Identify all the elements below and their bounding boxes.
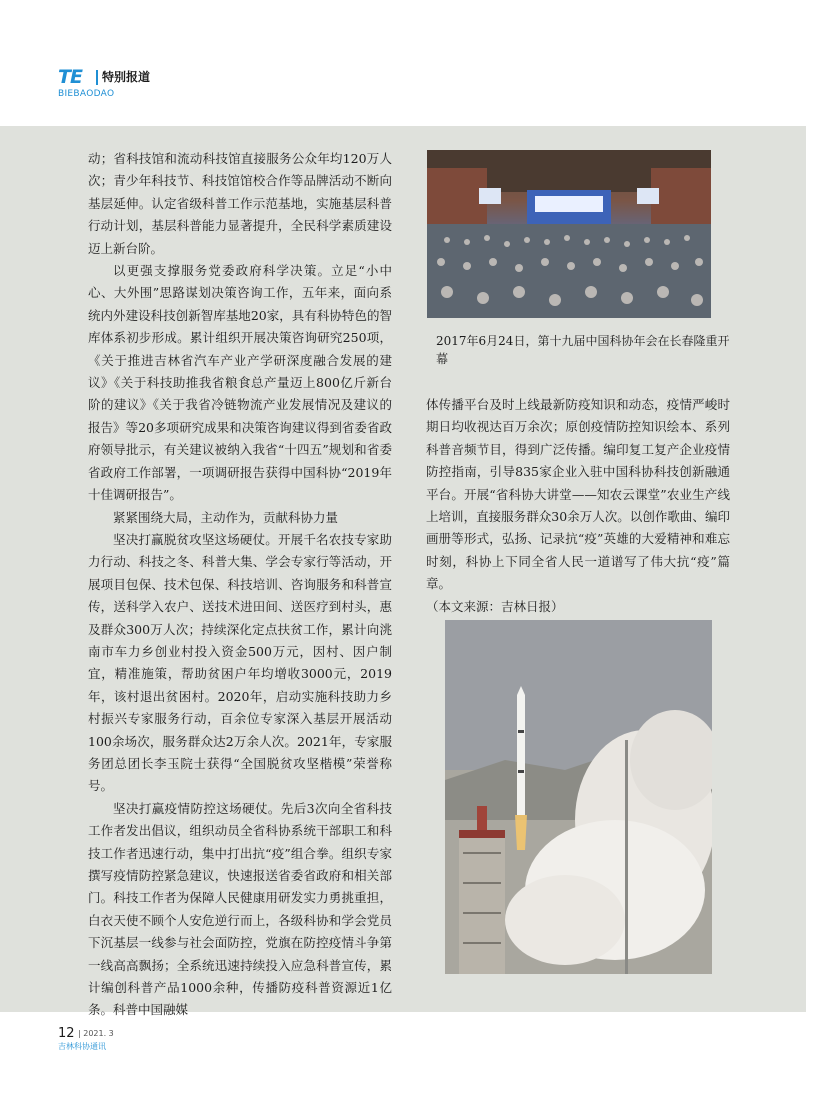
paragraph: 以更强支撑服务党委政府科学决策。立足“小中心、大外围”思路谋划决策咨询工作，五年来，面向系统内外建设科技创新智库基地20家，具有科协特色的智库体系初步形成。累计组织开展决策咨询研究250项，《关于推进吉林省汽车产业产学研深度融合发展的建议》《关于科技助推我省粮食总产量迈上800亿斤新台阶的建议》《关于我省冷链物流产业发展情况及建议的报告》等20多项研究成果和决策咨询建议得到省委省政府领导批示，有关建议被纳入我省“十四五”规划和省委省政府工作部署，一项调研报告获得中国科协“2019年十佳调研报告”。 (88, 263, 392, 503)
subheading: 紧紧围绕大局，主动作为，贡献科协力量 (113, 509, 339, 525)
paragraph: 动；省科技馆和流动科技馆直接服务公众年均120万人次；青少年科技节、科技馆馆校合作等品牌活动不断向基层延伸。认定省级科普工作示范基地，实施基层科普行动计划，基层科普能力显著提升，全民科学素质建设迈上新台阶。 (88, 151, 392, 256)
page-number: 12 (58, 1026, 75, 1041)
rocket-launch-photo (445, 620, 712, 974)
rocket-illustration (445, 620, 712, 974)
magazine-name: 吉林科协通讯 (58, 1042, 106, 1051)
issue-label: | 2021. 3 (78, 1029, 114, 1038)
logo-divider (96, 70, 98, 85)
paragraph: 体传播平台及时上线最新防疫知识和动态，疫情严峻时期日均收视达百万余次；原创疫情防控知识绘本、系列科普音频节目，得到广泛传播。编印复工复产企业疫情防控指南，引导835家企业入驻中国科协科技创新融通平台。开展“省科协大讲堂——知农云课堂”农业生产线上培训，直接服务群众30余万人次。以创作歌曲、编印画册等形式，弘扬、记录抗“疫”英雄的大爱精神和难忘时刻，科协上下同全省人民一道谱写了伟大抗“疫”篇章。 (426, 397, 730, 592)
section-pinyin: BIEBAODAO (58, 89, 115, 99)
section-title: 特别报道 (102, 70, 151, 84)
photo-caption: 2017年6月24日，第十九届中国科协年会在长春隆重开幕 (436, 334, 730, 366)
conference-illustration (427, 150, 711, 318)
left-text-column (88, 148, 392, 1022)
conference-photo (427, 150, 711, 318)
paragraph: 坚决打赢脱贫攻坚这场硬仗。开展千名农技专家助力行动、科技之冬、科普大集、学会专家行等活动，开展项目包保、技术包保、科技培训、咨询服务和科普宣传，送科学入农户、送技术进田间、送医疗到村头，惠及群众300万人次；持续深化定点扶贫工作，累计向洮南市车力乡创业村投入资金500万元，因村、因户制宜，精准施策，帮助贫困户年均增收3000元，2019年，该村退出贫困村。2020年，启动实施科技助力乡村振兴专家服务行动，百余位专家深入基层开展活动100余场次，服务群众达2万余人次。2021年，专家服务团总团长李玉院士获得“全国脱贫攻坚楷模”荣誉称号。 (88, 531, 392, 794)
right-text-column (426, 394, 730, 618)
magazine-logo: TE (58, 66, 82, 88)
article-source: （本文来源：吉林日报） (426, 598, 564, 614)
paragraph: 坚决打赢疫情防控这场硬仗。先后3次向全省科技工作者发出倡议，组织动员全省科协系统干部职工和科技工作者迅速行动，集中打出抗“疫”组合拳。组织专家撰写疫情防控紧急建议，快速报送省委省政府和相关部门。科技工作者为保障人民健康用研发实力勇挑重担，白衣天使不顾个人安危逆行而上，各级科协和学会党员下沉基层一线参与社会面防控，党旗在防控疫情斗争第一线高高飘扬；全系统迅速持续投入应急科普宣传，累计编创科普产品1000余种，传播防疫科普资源近1亿条。科普中国融媒 (88, 800, 392, 1018)
